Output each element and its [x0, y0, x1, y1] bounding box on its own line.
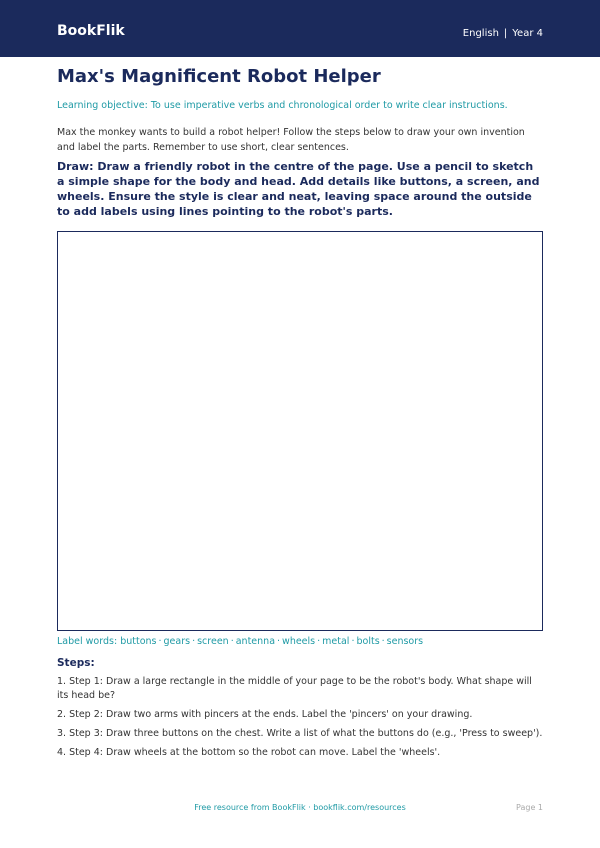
brand-logo[interactable]: BookFlik: [57, 23, 125, 39]
label-separator: ·: [317, 636, 321, 647]
subject-label: English: [462, 28, 499, 39]
label-words-prefix: Label words:: [57, 636, 118, 647]
label-words-list: [120, 636, 423, 647]
label-separator: ·: [192, 636, 196, 647]
label-words: [57, 636, 543, 647]
intro-text: Max the monkey wants to build a robot helper! Follow the steps below to draw your own invention and label the parts. Remember to use short, clear sentences.: [57, 127, 525, 153]
step-item: 2. Step 2: Draw two arms with pincers at the ends. Label the 'pincers' on your drawing.: [57, 709, 473, 720]
label-word: bolts: [356, 636, 380, 647]
steps-list: [57, 675, 543, 765]
year-label: Year 4: [512, 28, 543, 39]
page-number: Page 1: [516, 803, 543, 812]
header-bar: [0, 0, 600, 57]
page-title: Max's Magnificent Robot Helper: [57, 66, 381, 87]
step-item: 1. Step 1: Draw a large rectangle in the middle of your page to be the robot's body. What shape will its head be?: [57, 676, 532, 701]
label-word: metal: [322, 636, 350, 647]
step-item: 3. Step 3: Draw three buttons on the chest. Write a list of what the buttons do (e.g., 'Press to sweep').: [57, 728, 543, 739]
steps-heading: Steps:: [57, 657, 95, 669]
learning-objective: Learning objective: To use imperative verbs and chronological order to write clear instructions.: [57, 100, 508, 111]
label-word: antenna: [235, 636, 276, 647]
step-item: 4. Step 4: Draw wheels at the bottom so the robot can move. Label the 'wheels'.: [57, 747, 441, 758]
header-meta: [463, 28, 543, 39]
meta-separator: |: [503, 28, 508, 39]
label-separator: ·: [277, 636, 281, 647]
label-separator: ·: [351, 636, 355, 647]
label-word: buttons: [120, 636, 157, 647]
label-separator: ·: [230, 636, 234, 647]
label-word: screen: [197, 636, 229, 647]
label-separator: ·: [158, 636, 162, 647]
label-separator: ·: [381, 636, 385, 647]
draw-instruction: Draw: Draw a friendly robot in the centre of the page. Use a pencil to sketch a simple shape for the body and head. Add details like buttons, a screen, and wheels. Ensure the style is clear and neat, leaving space around the outside to add labels using lines pointing to the robot's parts.: [57, 160, 540, 218]
label-word: sensors: [386, 636, 424, 647]
label-word: gears: [163, 636, 191, 647]
drawing-area[interactable]: [57, 231, 543, 631]
footer-text[interactable]: Free resource from BookFlik · bookflik.com/resources: [194, 803, 406, 812]
label-word: wheels: [282, 636, 316, 647]
